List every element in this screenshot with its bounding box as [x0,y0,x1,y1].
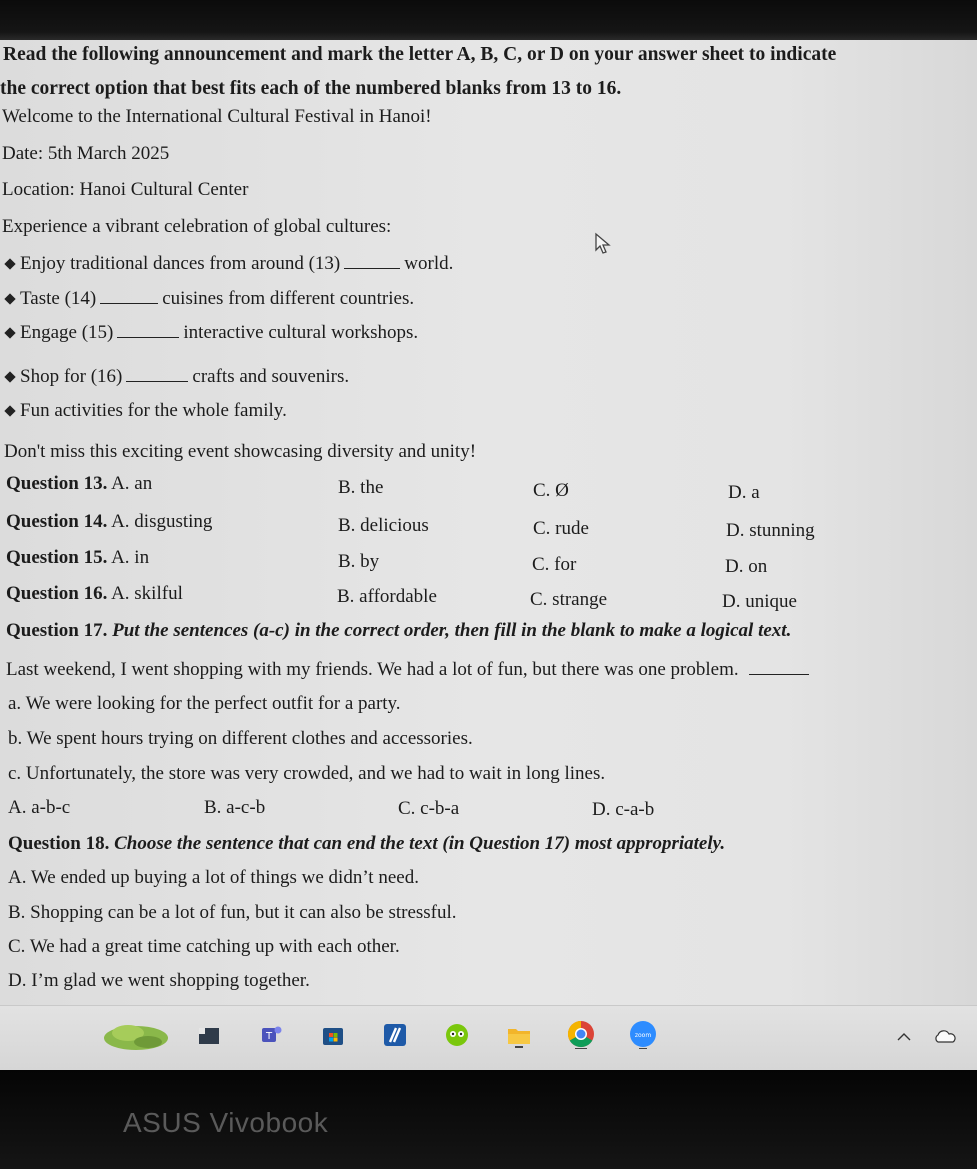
q17-option-b: B. a-c-b [204,797,266,818]
date-line: Date: 5th March 2025 [2,143,170,164]
weather-widget-icon[interactable] [100,1016,172,1056]
q16-option-c: C. strange [530,589,608,610]
q15-option-c: C. for [532,554,577,575]
question-17-passage: Last weekend, I went shopping with my friends. We had a lot of fun, but there was one problem. [6,657,813,681]
bullet-item-14: Taste (14) cuisines from different countries. [6,286,414,310]
q14-option-d: D. stunning [726,520,815,541]
teams-icon[interactable] [258,1022,284,1048]
folder-icon[interactable] [506,1022,532,1048]
diamond-bullet-icon [4,258,15,269]
diamond-bullet-icon [4,327,15,338]
intro-line: Experience a vibrant celebration of global cultures: [2,216,392,237]
q13-option-b: B. the [338,477,384,498]
bullet-item-16: Shop for (16) crafts and souvenirs. [6,364,349,388]
question-13: Question 13. A. an [6,473,153,494]
question-16: Question 16. A. skilful [6,583,183,604]
diamond-bullet-icon [4,293,15,304]
chrome-icon[interactable] [566,1019,596,1049]
q13-option-d: D. a [728,482,760,503]
bullet-item-15: Engage (15) interactive cultural workshops. [6,320,418,344]
svg-text:T: T [265,1031,273,1042]
zoom-icon[interactable] [628,1019,658,1049]
q17-option-a: A. a-b-c [8,797,71,818]
sentence-a: a. We were looking for the perfect outfit for a party. [8,693,401,714]
q17-option-d: D. c-a-b [592,799,655,820]
closing-line: Don't miss this exciting event showcasing diversity and unity! [4,441,477,462]
diamond-bullet-icon [4,371,15,382]
q17-option-c: C. c-b-a [398,798,460,819]
pen-app-icon[interactable] [382,1022,408,1048]
q18-option-a: A. We ended up buying a lot of things we didn’t need. [8,867,419,888]
blank-13 [344,251,400,269]
mouse-pointer-icon [594,232,612,256]
bullet-item-13: Enjoy traditional dances from around (13) world. [6,251,453,275]
cloud-icon[interactable] [932,1030,958,1044]
q18-option-d: D. I’m glad we went shopping together. [8,970,310,991]
q15-option-d: D. on [725,556,768,577]
instruction-line-2: the correct option that best fits each of the numbered blanks from 13 to 16. [0,78,622,99]
question-15: Question 15. A. in [6,547,150,568]
blank-16 [126,364,188,382]
chevron-up-icon[interactable] [896,1032,912,1042]
q14-option-c: C. rude [533,518,589,539]
diamond-bullet-icon [4,405,15,416]
blank-17 [749,657,809,675]
q14-option-b: B. delicious [338,515,429,536]
file-explorer-icon[interactable] [196,1022,222,1048]
instruction-line-1: Read the following announcement and mark the letter A, B, C, or D on your answer sheet to indicate [3,44,837,65]
duolingo-icon[interactable] [444,1022,470,1048]
q15-option-b: B. by [338,551,380,572]
top-dark-edge [0,0,977,40]
q16-option-b: B. affordable [337,586,437,607]
location-line: Location: Hanoi Cultural Center [2,179,249,200]
question-14: Question 14. A. disgusting [6,511,213,532]
blank-15 [117,320,179,338]
zoom-label: zoom [634,1032,652,1039]
q16-option-d: D. unique [722,591,797,612]
blank-14 [100,286,158,304]
q18-option-b: B. Shopping can be a lot of fun, but it can also be stressful. [8,902,457,923]
sentence-c: c. Unfortunately, the store was very crowded, and we had to wait in long lines. [8,763,606,784]
q13-option-c: C. Ø [533,480,569,501]
question-17-prompt: Question 17. Put the sentences (a-c) in the correct order, then fill in the blank to make a logical text. [6,620,792,641]
sentence-b: b. We spent hours trying on different clothes and accessories. [8,728,473,749]
q18-option-c: C. We had a great time catching up with each other. [8,936,400,957]
bullet-item-fun: Fun activities for the whole family. [6,400,287,422]
welcome-line: Welcome to the International Cultural Festival in Hanoi! [2,106,432,127]
question-18-prompt: Question 18. Choose the sentence that can end the text (in Question 17) most appropriately. [8,833,726,854]
brand-logo: ASUS Vivobook [123,1107,329,1138]
store-icon[interactable] [320,1022,346,1048]
taskbar [0,1005,977,1071]
